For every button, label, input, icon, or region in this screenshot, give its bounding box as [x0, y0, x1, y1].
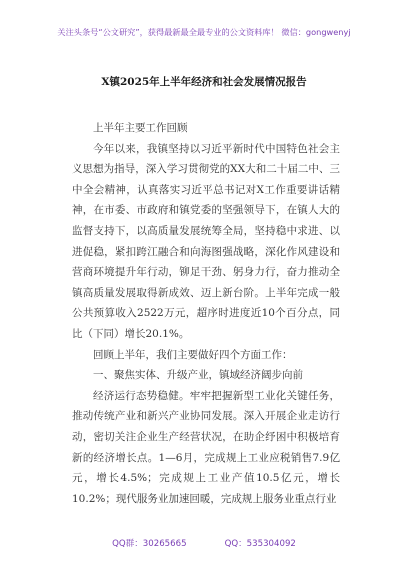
section-heading-economy: 一、聚焦实体、升级产业，镇域经济阔步向前 — [93, 369, 303, 382]
section-heading-review: 上半年主要工作回顾 — [93, 122, 188, 134]
document-title: X镇2025年上半年经济和社会发展情况报告 — [101, 76, 307, 88]
paragraph-economy: 经济运行态势稳健。牢牢把握新型工业化关键任务，推动传统产业和新兴产业协同发展。深入开展企业走访行动，密切关注企业生产经营状况，在助企纾困中积极培育新的经济增长点。1—6月，完成规上工业应税销售7.9亿元，增长4.5%；完成规上工业产值10.5亿元，增长10.2%；现代服务业加速回暖，完成规上服务业重点行业 — [72, 389, 340, 505]
footer-qq: QQ：535304092 — [224, 539, 296, 549]
header-note: 关注头条号“公文研究”，获得最新最全最专业的公文资料库！ 微信：gongwenyj — [57, 27, 351, 37]
paragraph-intro: 今年以来，我镇坚持以习近平新时代中国特色社会主义思想为指导，深入学习贯彻党的XX大和二十届二中、三中全会精神，认真落实习近平总书记对X工作重要讲话精神，在市委、市政府和镇党委的坚强领导下，在镇人大的监督支持下，以高质量发展统筹全局，坚持稳中求进、以进促稳，紧扣跨江融合和向海图强战略，深化作风建设和营商环境提升年行动，铆足干劲、躬身力行，奋力推动全镇高质量发展取得新成效、迈上新台阶。上半年完成一般公共预算收入2522万元，超序时进度近10个百分点，同比（下同）增长20.1%。 — [72, 142, 340, 340]
document-body — [72, 118, 340, 509]
footer-qq-group: QQ群：30265665 — [112, 539, 187, 549]
paragraph-review-lead: 回顾上半年，我们主要做好四个方面工作： — [93, 348, 293, 361]
footer-contacts — [0, 537, 408, 549]
